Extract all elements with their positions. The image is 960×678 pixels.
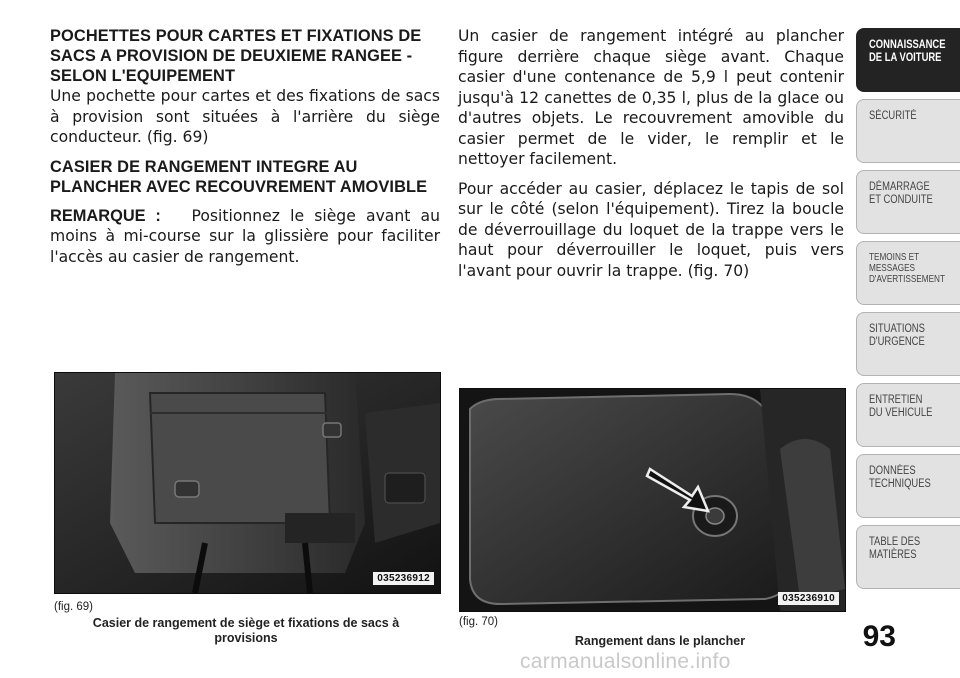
- left-column: [50, 26, 440, 267]
- paragraph-map-pockets: Une pochette pour cartes et des fixations de sacs à provision sont situées à l'arrière du siège conducteur. (fig. 69): [50, 87, 440, 146]
- right-column: [458, 26, 844, 281]
- tab-securite[interactable]: [856, 99, 960, 163]
- section-heading-map-pockets: POCHETTES POUR CARTES ET FIXATIONS DE SACS A PROVISION DE DEUXIEME RANGEE - SELON L'EQUIPEMENT: [50, 27, 422, 85]
- remark-label: REMARQUE :: [50, 206, 161, 225]
- tab-label: DONNÉES TECHNIQUES: [869, 465, 931, 490]
- figure-70-code: 035236910: [778, 592, 839, 605]
- tab-label: CONNAISSANCE DE LA VOITURE: [869, 39, 946, 64]
- page-number: 93: [862, 620, 896, 653]
- paragraph-floor-storage-description: Un casier de rangement intégré au plancher figure derrière chaque siège avant. Chaque casier d'une contenance de 5,9 l peut contenir jusqu'à 12 canettes de 0,35 l, plus de la glace ou d'autres objets. Le recouvrement amovible du casier permet de le vider, le remplir et le nettoyer facilement.: [458, 27, 844, 168]
- tab-entretien[interactable]: [856, 383, 960, 447]
- tab-label: TABLE DES MATIÈRES: [869, 536, 921, 561]
- figure-69-ref: (fig. 69): [54, 601, 93, 613]
- tab-table[interactable]: [856, 525, 960, 589]
- figure-70-caption: Rangement dans le plancher: [574, 634, 746, 648]
- seat-back-illustration: [55, 373, 440, 593]
- remark-paragraph: [50, 206, 440, 268]
- tab-donnees[interactable]: [856, 454, 960, 518]
- section-heading-floor-storage: CASIER DE RANGEMENT INTEGRE AU PLANCHER AVEC RECOUVREMENT AMOVIBLE: [50, 157, 428, 196]
- tab-label: ENTRETIEN DU VEHICULE: [869, 394, 933, 419]
- tab-temoins[interactable]: [856, 241, 960, 305]
- paragraph-floor-storage-access: Pour accéder au casier, déplacez le tapis de sol sur le côté (selon l'équipement). Tirez la boucle de déverrouillage du loquet de la trappe vers le haut pour déverrouiller le loquet, puis vers l'avant pour ouvrir la trappe. (fig. 70): [458, 179, 844, 280]
- tab-label: SÉCURITÉ: [869, 110, 917, 122]
- tab-connaissance[interactable]: [856, 28, 960, 92]
- floor-storage-illustration: [460, 389, 845, 611]
- remark-text: Positionnez le siège avant au moins à mi-course sur la glissière pour faciliter l'accès au casier de rangement.: [50, 206, 440, 266]
- tab-demarrage[interactable]: [856, 170, 960, 234]
- tab-label: SITUATIONS D'URGENCE: [869, 323, 925, 348]
- watermark: carmanualsonline.info: [520, 650, 731, 673]
- tab-urgence[interactable]: [856, 312, 960, 376]
- figure-69-caption: Casier de rangement de siège et fixations de sacs à provisions: [92, 616, 400, 645]
- tab-label: DÉMARRAGE ET CONDUITE: [869, 181, 933, 206]
- chapter-tabs: [856, 28, 960, 596]
- figure-70-ref: (fig. 70): [459, 616, 498, 628]
- figure-69-code: 035236912: [373, 572, 434, 585]
- tab-label: TEMOINS ET MESSAGES D'AVERTISSEMENT: [869, 252, 945, 285]
- figure-70-photo: [459, 388, 846, 612]
- figure-69-photo: [54, 372, 441, 594]
